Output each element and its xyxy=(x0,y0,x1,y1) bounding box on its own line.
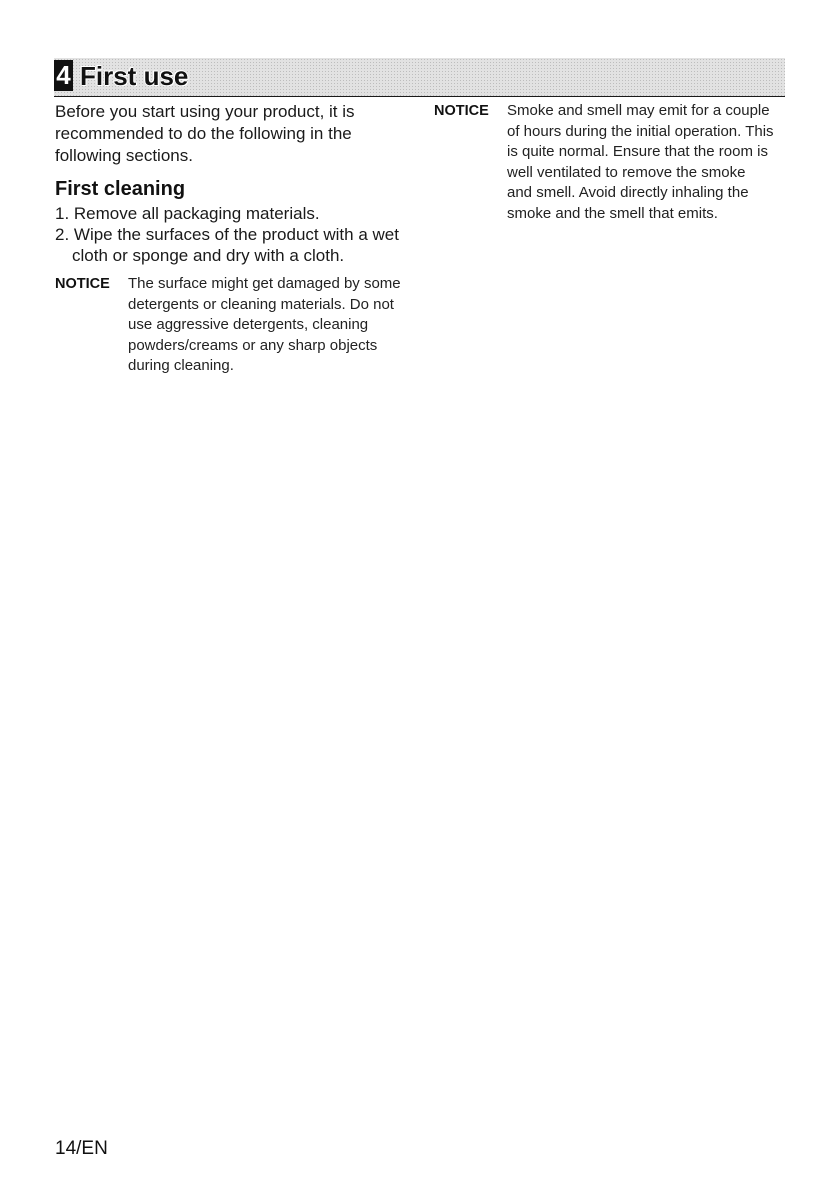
page-number: 14/EN xyxy=(55,1138,108,1159)
notice-text: The surface might get damaged by some detergents or cleaning materials. Do not use aggressive detergents, cleaning powders/creams or any sharp objects during cleaning. xyxy=(128,275,401,374)
left-column xyxy=(55,101,405,377)
list-item: 1. Remove all packaging materials. xyxy=(55,204,320,223)
chapter-title: First use xyxy=(80,61,189,91)
right-column xyxy=(434,101,774,224)
chapter-number: 4 xyxy=(54,60,73,91)
cleaning-steps-list xyxy=(55,203,405,266)
cleaning-notice xyxy=(55,274,405,377)
notice-label: NOTICE xyxy=(55,276,110,292)
notice-label: NOTICE xyxy=(434,103,489,119)
intro-paragraph: Before you start using your product, it is recommended to do the following in the following sections. xyxy=(55,102,355,165)
section-heading-first-cleaning: First cleaning xyxy=(55,178,186,200)
notice-text: Smoke and smell may emit for a couple of hours during the initial operation. This is quite normal. Ensure that the room is well ventilated to remove the smoke and smell. Avoid directly inhaling the smoke and the smell that emits. xyxy=(507,102,774,222)
list-item: 2. Wipe the surfaces of the product with a wet cloth or sponge and dry with a cloth. xyxy=(55,225,399,265)
smoke-notice xyxy=(434,101,774,224)
